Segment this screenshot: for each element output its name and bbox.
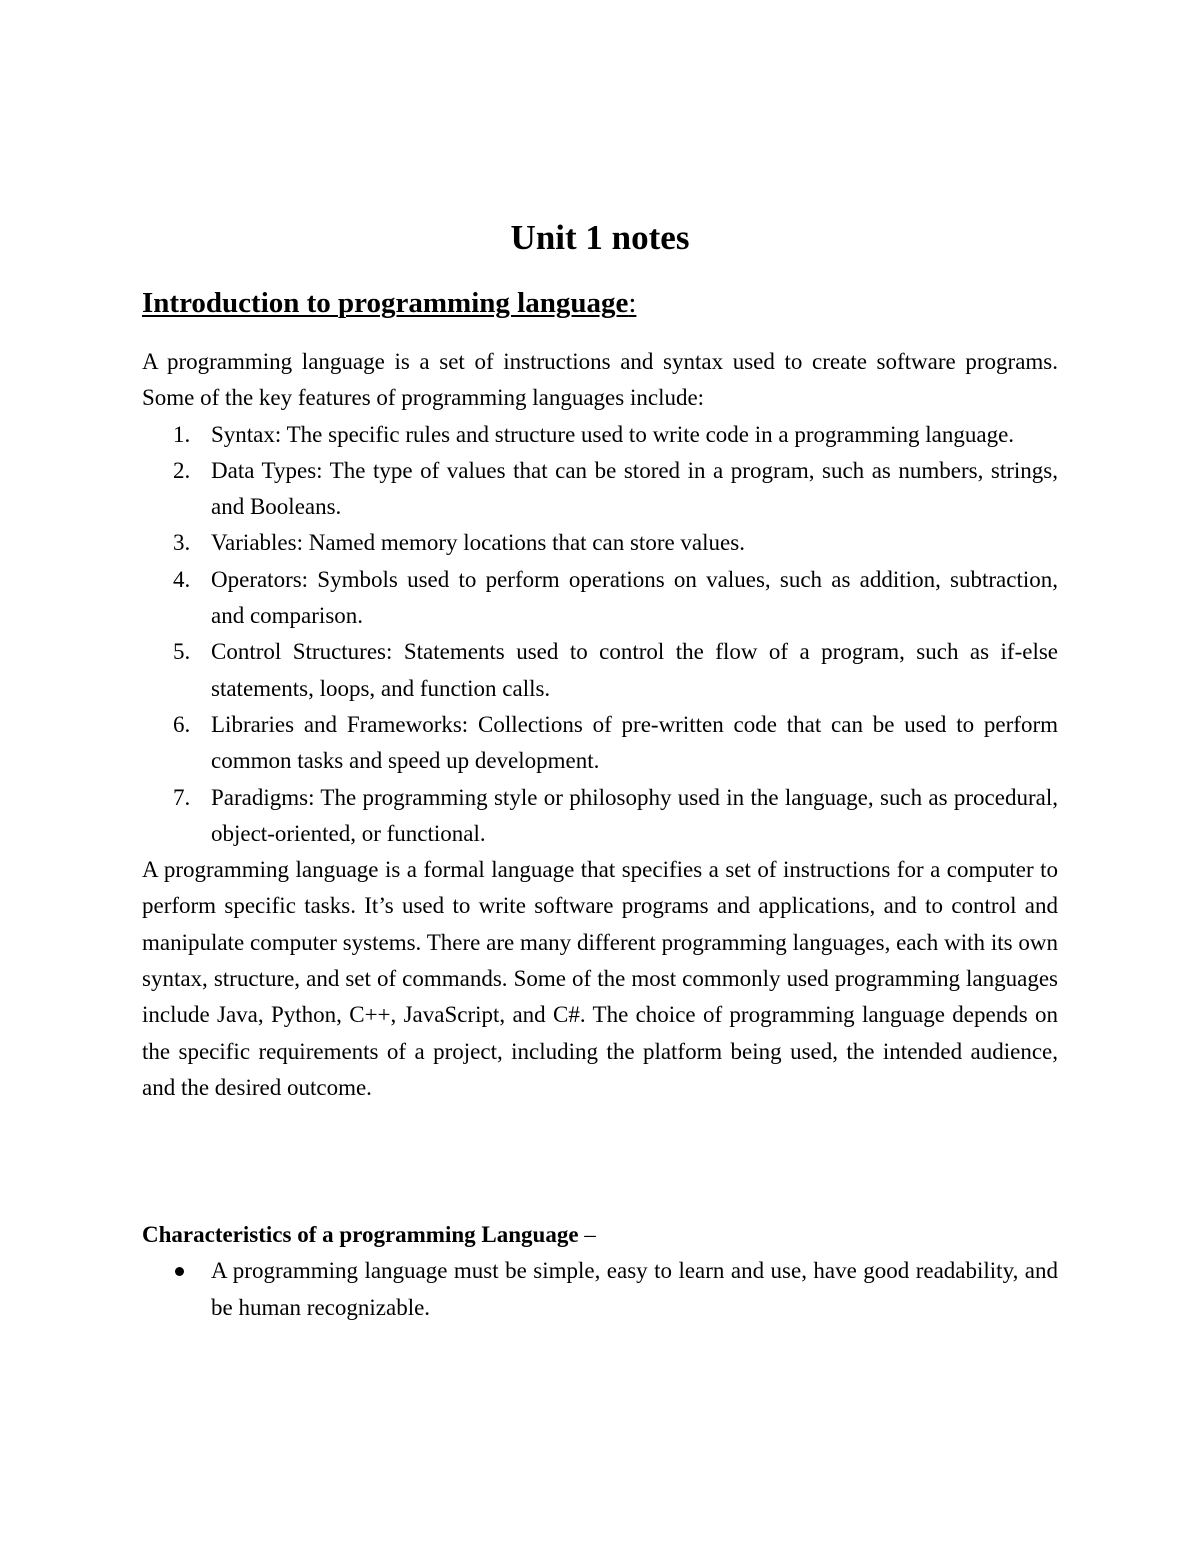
list-item-text: Operators: Symbols used to perform operations on values, such as addition, subtraction, and comparison. — [211, 566, 1058, 629]
list-item-text: Libraries and Frameworks: Collections of pre-written code that can be used to perform common tasks and speed up development. — [211, 711, 1058, 774]
page-title: Unit 1 notes — [510, 218, 690, 257]
list-item-number: 2. — [173, 457, 191, 483]
list-item-text: Paradigms: The programming style or philosophy used in the language, such as procedural, object-oriented, or functional. — [211, 784, 1058, 846]
list-item — [142, 634, 1058, 707]
list-item-number: 6. — [173, 711, 191, 737]
list-item-text: Syntax: The specific rules and structure used to write code in a programming language. — [211, 421, 1015, 447]
intro-body — [142, 344, 1058, 1106]
list-item-number: 4. — [173, 566, 191, 592]
list-item — [142, 1253, 1058, 1326]
list-item — [142, 707, 1058, 780]
list-item — [142, 453, 1058, 526]
list-item-number: 3. — [173, 530, 191, 556]
list-item-number: 7. — [173, 784, 191, 810]
list-item — [142, 417, 1058, 453]
characteristics-list — [142, 1253, 1058, 1326]
intro-paragraph-1: A programming language is a set of instructions and syntax used to create software programs. Some of the key features of programming languages include: — [142, 349, 1058, 411]
characteristics-heading-dash: – — [578, 1222, 596, 1247]
characteristics-section — [142, 1217, 1058, 1326]
list-item-number: 1. — [173, 421, 191, 447]
list-item-text: A programming language must be simple, easy to learn and use, have good readability, and be human recognizable. — [211, 1258, 1058, 1320]
list-item — [142, 525, 1058, 561]
intro-heading-colon: : — [628, 287, 637, 319]
characteristics-heading-text: Characteristics of a programming Language — [142, 1222, 579, 1247]
list-item — [142, 562, 1058, 635]
intro-heading-text: Introduction to programming language — [142, 287, 629, 319]
features-list — [142, 417, 1058, 853]
intro-paragraph-2: A programming language is a formal language that specifies a set of instructions for a computer to perform specific tasks. It’s used to write software programs and applications, and to control and manipulate computer systems. There are many different programming languages, each with its own syntax, structure, and set of commands. Some of the most commonly used programming languages include Java, Python, C++, JavaScript, and C#. The choice of programming language depends on the specific requirements of a project, including the platform being used, the intended audience, and the desired outcome. — [142, 857, 1058, 1100]
list-item-text: Control Structures: Statements used to control the flow of a program, such as if-else statements, loops, and function calls. — [211, 639, 1058, 701]
list-item-text: Data Types: The type of values that can be stored in a program, such as numbers, strings, and Booleans. — [211, 457, 1058, 520]
bullet-icon — [175, 1267, 184, 1276]
intro-heading — [142, 284, 636, 322]
characteristics-heading — [142, 1217, 1058, 1253]
list-item-number: 5. — [173, 639, 191, 665]
list-item — [142, 780, 1058, 853]
list-item-text: Variables: Named memory locations that can store values. — [211, 530, 745, 556]
